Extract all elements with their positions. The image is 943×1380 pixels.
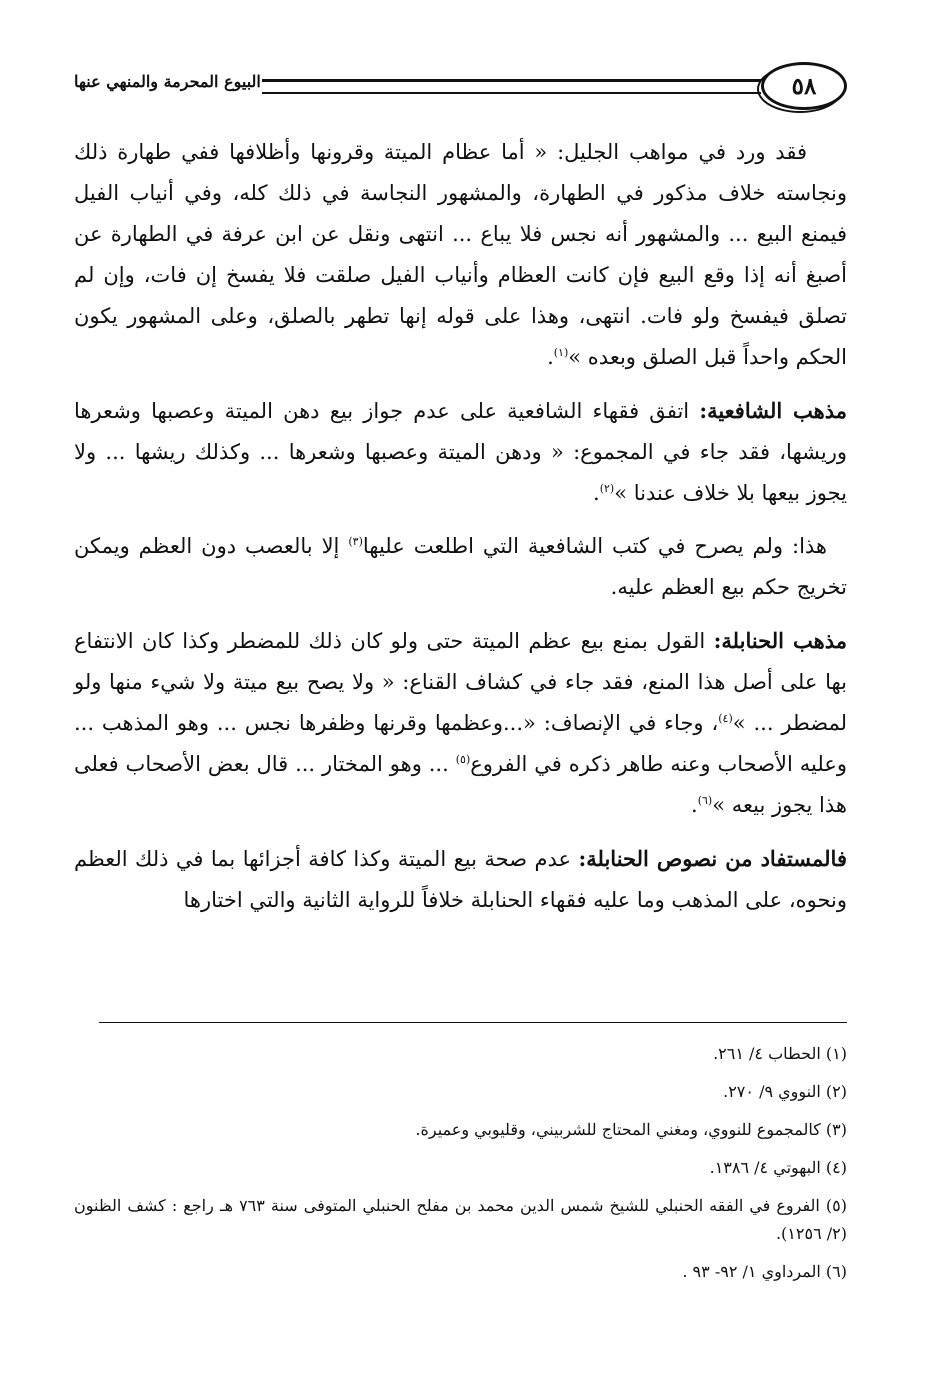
footnote-item [74, 1258, 847, 1286]
footnote-ref: (٥) [455, 753, 471, 766]
footnote-item [74, 1154, 847, 1182]
footnote-item [74, 1040, 847, 1068]
footnote-number: (٥) [825, 1196, 848, 1215]
footnote-text: كالمجموع للنووي، ومغني المحتاج للشربيني، وقليوبي وعميرة. [415, 1120, 821, 1139]
footnote-ref: (٤) [718, 712, 733, 725]
paragraph-mawahib: فقد ورد في مواهب الجليل: « أما عظام الميتة وقرونها وأظلافها ففي طهارة ذلك ونجاسته خلاف مذكور في الطهارة، والمشهور النجاسة في ذلك كله، وفي أنياب الفيل فيمنع البيع ... والمشهور أنه نجس فلا يباع ... انتهى ونقل عن ابن عرفة في الطهارة عن أصبغ أنه إذا وقع البيع فإن كانت العظام وأنياب الفيل صلقت فلا يفسخ إن فات، وإن لم تصلق فيفسخ ولو فات. انتهى، وهذا على قوله إنها تطهر بالصلق، وعلى المشهور يكون الحكم واحداً قبل الصلق وبعده »$^{(١)}$. [74, 140, 847, 369]
footnote-text: الفروع في الفقه الحنبلي للشيخ شمس الدين محمد بن مفلح الحنبلي المتوفى سنة ٧٦٣ هـ راجع : كشف الظنون (٢/ ١٢٥٦). [74, 1196, 847, 1243]
section-lead: مذهب الحنابلة: [713, 628, 847, 653]
footnote-text: النووي ٩/ ٢٧٠. [723, 1082, 821, 1101]
paragraph-text: اتفق فقهاء الشافعية على عدم جواز بيع دهن الميتة وعصبها وشعرها وريشها، فقد جاء في المجموع: « ودهن الميتة وعصبها وشعرها ... وكذلك ريشها ... ولا يجوز بيعها بلا خلاف عندنا » [74, 399, 847, 505]
footnote-ref: (٢) [599, 482, 615, 495]
footnote-ref: (٣) [348, 535, 363, 548]
footnote-item [74, 1078, 847, 1106]
footnote-number: (٢) [825, 1082, 847, 1101]
main-text [74, 132, 847, 933]
footnote-number: (٤) [825, 1158, 847, 1177]
footnote-number: (١) [825, 1044, 847, 1063]
paragraph-text: عدم صحة بيع الميتة وكذا كافة أجزائها بما في ذلك العظم ونحوه، على المذهب وما عليه فقهاء الحنابلة خلافاً للرواية الثانية والتي اختارها [74, 847, 847, 912]
paragraph-hanbali: مذهب الحنابلة: القول بمنع بيع عظم الميتة حتى ولو كان ذلك للمضطر وكذا كان الانتفاع بها على أصل هذا المنع، فقد جاء في كشاف القناع: « ولا يصح بيع ميتة ولا شيء منها ولو لمضطر ... »$^{(٤)}$، وجاء في الإنصاف: «...وعظمها وقرنها وظفرها نجس ... وهو المذهب ... وعليه الأصحاب وعنه طاهر ذكره في الفروع$^{(٥)}$ ... وهو المختار ... قال بعض الأصحاب فعلى هذا يجوز بيعه »$^{(٦)}$. [74, 628, 848, 817]
paragraph-text: ... وهو المختار ... قال بعض الأصحاب فعلى هذا يجوز بيعه » [74, 752, 847, 817]
footnote-text: البهوتي ٤/ ١٣٨٦. [709, 1158, 821, 1177]
paragraph-text: القول بمنع بيع عظم الميتة حتى ولو كان ذلك للمضطر وكذا كان الانتفاع بها على أصل هذا المنع، فقد جاء في كشاف القناع: « ولا يصح بيع ميتة ولا شيء منها ولو لمضطر ... » [74, 629, 847, 735]
footnote-number: (٦) [825, 1262, 847, 1281]
footnotes [74, 1040, 847, 1296]
paragraph-text: فقد ورد في مواهب الجليل: « أما عظام الميتة وقرونها وأظلافها ففي طهارة ذلك ونجاسته خلاف مذكور في الطهارة، والمشهور النجاسة في ذلك كله، وفي أنياب الفيل فيمنع البيع ... والمشهور أنه نجس فلا يباع ... انتهى ونقل عن ابن عرفة في الطهارة عن أصبغ أنه إذا وقع البيع فإن كانت العظام وأنياب الفيل صلقت فلا يفسخ إن فات، وإن لم تصلق فيفسخ ولو فات. انتهى، وهذا على قوله إنها تطهر بالصلق، وعلى المشهور يكون الحكم واحداً قبل الصلق وبعده » [74, 140, 847, 369]
paragraph-conclusion [74, 838, 847, 921]
footnote-number: (٣) [825, 1120, 847, 1139]
paragraph-text: إلا بالعصب دون العظم ويمكن تخريج حكم بيع العظم عليه. [74, 534, 847, 599]
footnote-divider [99, 1022, 847, 1023]
header-rule [262, 79, 761, 94]
footnote-ref: (٦) [697, 794, 713, 807]
paragraph-text: ، وجاء في الإنصاف: «...وعظمها وقرنها وظفرها نجس ... وهو المذهب ... وعليه الأصحاب وعنه طاهر ذكره في الفروع [74, 711, 848, 776]
running-title: البيوع المحرمة والمنهي عنها [74, 72, 261, 91]
page-header [74, 62, 847, 114]
paragraph-shafii: مذهب الشافعية: اتفق فقهاء الشافعية على عدم جواز بيع دهن الميتة وعصبها وشعرها وريشها، فقد جاء في المجموع: « ودهن الميتة وعصبها وشعرها ... وكذلك ريشها ... ولا يجوز بيعها بلا خلاف عندنا »$^{(٢)}$. [74, 398, 847, 505]
paragraph-text: هذا: ولم يصرح في كتب الشافعية التي اطلعت عليها [362, 534, 827, 558]
paragraph-note [74, 526, 847, 608]
section-lead: فالمستفاد من نصوص الحنابلة: [578, 846, 847, 871]
footnote-ref: (١) [553, 346, 569, 359]
page-number: ٥٨ [761, 62, 847, 110]
footnote-text: الحطاب ٤/ ٢٦١. [713, 1044, 821, 1063]
section-lead: مذهب الشافعية: [699, 398, 847, 423]
footnote-item [74, 1192, 847, 1248]
footnote-item [74, 1116, 847, 1144]
footnote-text: المرداوي ١/ ٩٢- ٩٣ . [682, 1262, 821, 1281]
